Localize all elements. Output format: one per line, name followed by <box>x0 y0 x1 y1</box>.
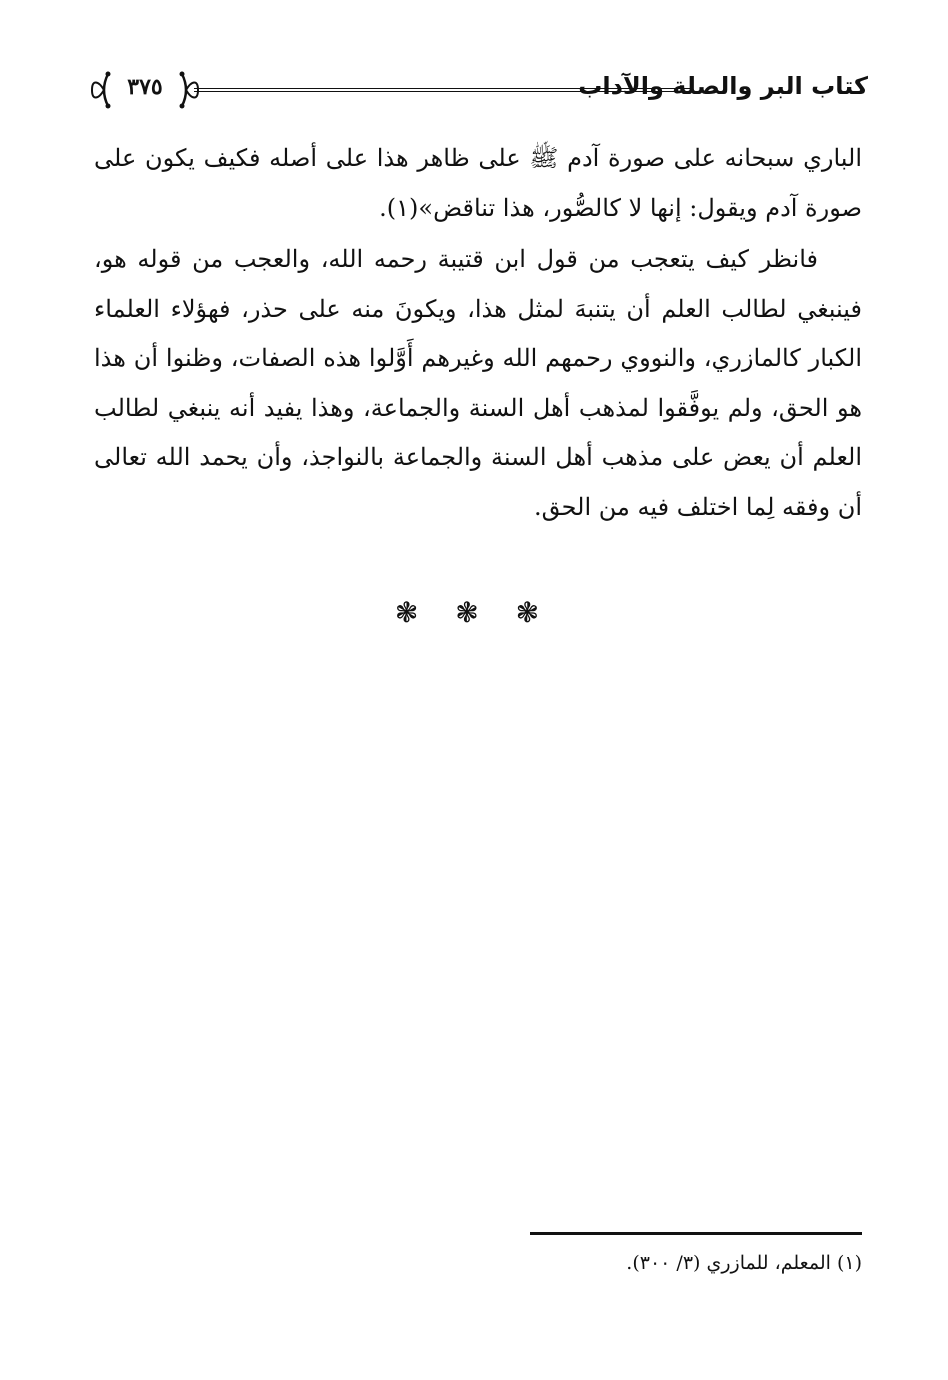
footnote-rule <box>530 1232 862 1235</box>
page-header <box>90 62 868 122</box>
page-number-ornament <box>90 68 200 112</box>
paragraph: فانظر كيف يتعجب من قول ابن قتيبة رحمه الله، والعجب من قوله هو، فينبغي لطالب العلم أن يتنبهَ لمثل هذا، ويكونَ منه على حذر، فهؤلاء العلماء الكبار كالمازري، والنووي رحمهم الله وغيرهم أَوَّلوا هذه الصفات، وظنوا أن هذا هو الحق، ولم يوفَّقوا لمذهب أهل السنة والجماعة، وهذا يفيد أنه ينبغي لطالب العلم أن يعض على مذهب أهل السنة والجماعة بالنواجذ، وأن يحمد الله تعالى أن وفقه لِما اختلف فيه من الحق. <box>94 245 862 521</box>
running-title: كتاب البر والصلة والآداب <box>578 72 868 100</box>
paragraph: الباري سبحانه على صورة آدم ﷺ على ظاهر هذا على أصله فكيف يكون على صورة آدم ويقول: إنها لا كالصُّور، هذا تناقض»(١). <box>94 144 862 222</box>
page-number: ٣٧٥ <box>127 74 163 100</box>
section-separator: ❃ ❃ ❃ <box>394 596 554 629</box>
main-text <box>94 134 862 532</box>
footnote: (١) المعلم، للمازري (٣/ ٣٠٠). <box>626 1252 862 1274</box>
